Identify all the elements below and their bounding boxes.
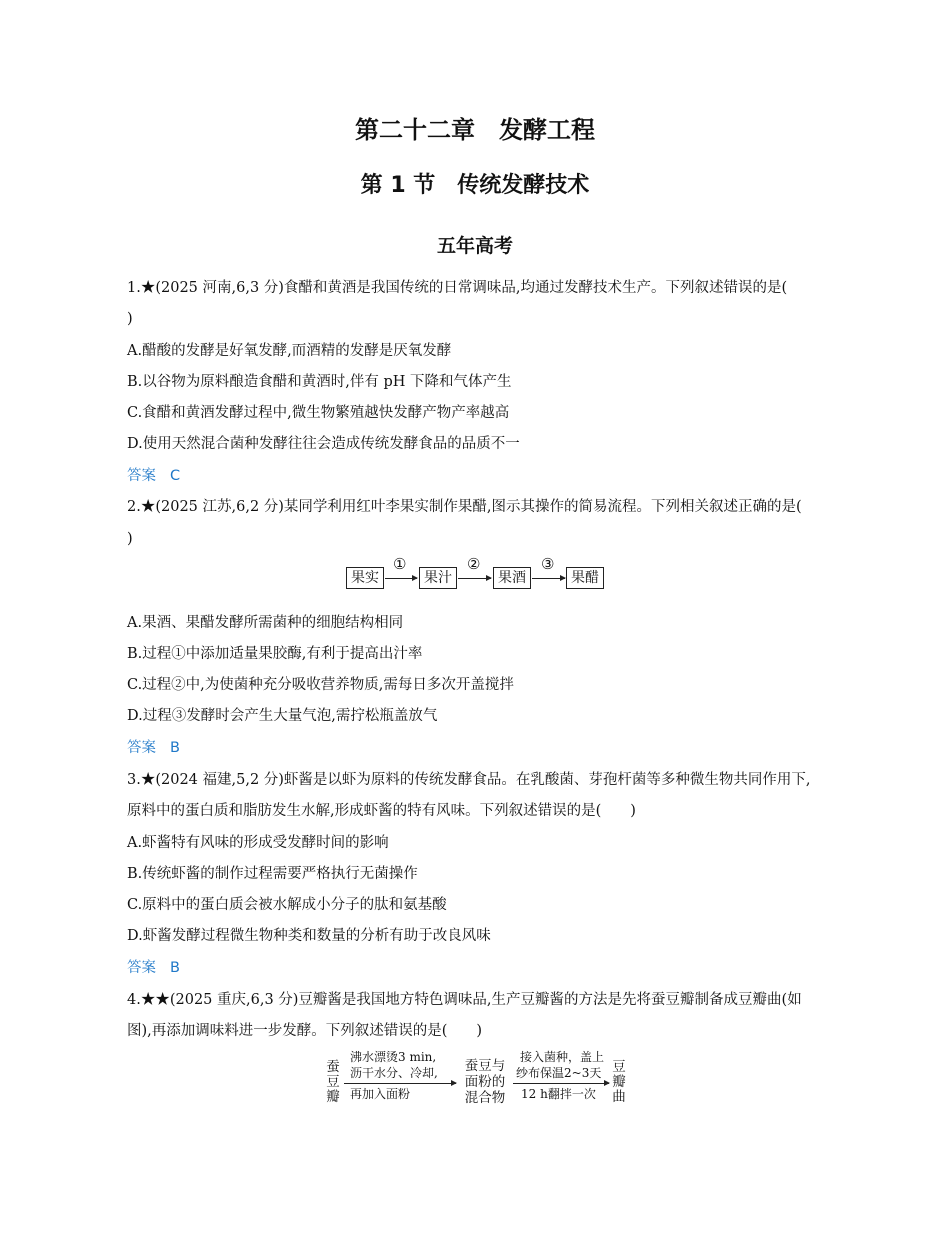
q1-option-a: A.醋酸的发酵是好氧发酵,而酒精的发酵是厌氧发酵 [127,343,452,359]
q1-stem-line2: ) [127,311,133,327]
flow-step1-above-line2: 沥干水分、冷却, [350,1066,438,1080]
flow-middle-line2: 面粉的 [464,1074,506,1090]
q4-stem-line1: 4.★★(2025 重庆,6,3 分)豆瓣酱是我国地方特色调味品,生产豆瓣酱的方法是先将蚕豆瓣制备成豆瓣曲(如 [127,992,802,1008]
q3-stem-line2: 原料中的蛋白质和脂肪发生水解,形成虾酱的特有风味。下列叙述错误的是( ) [127,803,636,819]
section-title: 第 1 节 传统发酵技术 [360,173,590,198]
flow-middle-line1: 蚕豆与 [464,1058,506,1074]
q1-option-b: B.以谷物为原料酿造食醋和黄酒时,伴有 pH 下降和气体产生 [127,374,512,390]
q1-stem-line1: 1.★(2025 河南,6,3 分)食醋和黄酒是我国传统的日常调味品,均通过发酵技术生产。下列叙述错误的是( [127,280,788,296]
flow-arrow-2 [513,1083,609,1084]
flow-node-fruit: 果实 [346,567,384,589]
flow-step-2: ② [467,555,481,573]
q3-option-b: B.传统虾酱的制作过程需要严格执行无菌操作 [127,866,418,882]
q2-option-d: D.过程③发酵时会产生大量气泡,需拧松瓶盖放气 [127,708,438,724]
flow-middle-line3: 混合物 [464,1090,506,1106]
q3-stem-line1: 3.★(2024 福建,5,2 分)虾酱是以虾为原料的传统发酵食品。在乳酸菌、芽孢杆菌等多种微生物共同作用下, [127,772,811,788]
q1-answer [127,466,180,486]
q1-option-c: C.食醋和黄酒发酵过程中,微生物繁殖越快发酵产物产率越高 [127,405,510,421]
q3-option-c: C.原料中的蛋白质会被水解成小分子的肽和氨基酸 [127,897,447,913]
answer-label: 答案 [127,468,156,484]
q1-option-d: D.使用天然混合菌种发酵往往会造成传统发酵食品的品质不一 [127,436,520,452]
flow-middle-node [460,1058,510,1106]
part-title: 五年高考 [436,235,513,257]
q2-option-a: A.果酒、果醋发酵所需菌种的细胞结构相同 [127,615,404,631]
flow-step1-below: 再加入面粉 [350,1087,411,1101]
flow-arrow-1 [344,1083,456,1084]
flow-step-3: ③ [541,555,555,573]
answer-value: B [170,740,180,756]
flow-step2-below: 12 h翻拌一次 [521,1087,596,1101]
flow-step2-above-line2: 纱布保温2~3天 [516,1066,602,1080]
flow-node-wine: 果酒 [493,567,531,589]
q3-answer [127,958,180,978]
answer-value: B [170,960,180,976]
flow-arrow-3 [532,578,565,579]
flow-arrow-2 [458,578,491,579]
answer-label: 答案 [127,740,156,756]
flow-end-node: 豆 瓣 曲 [612,1059,626,1105]
q2-answer [127,738,180,758]
flow-step2-above-line1: 接入菌种，盖上 [520,1050,605,1064]
flow-node-juice: 果汁 [419,567,457,589]
q2-stem-line1: 2.★(2025 江苏,6,2 分)某同学利用红叶李果实制作果醋,图示其操作的简易流程。下列相关叙述正确的是( [127,499,802,515]
flow-node-vinegar: 果醋 [566,567,604,589]
flow-arrow-1 [385,578,417,579]
q3-option-d: D.虾酱发酵过程微生物种类和数量的分析有助于改良风味 [127,928,491,944]
flow-start-node: 蚕 豆 瓣 [326,1059,340,1105]
flow-step1-above-line1: 沸水漂烫3 min, [350,1050,437,1064]
flow-step-1: ① [393,555,407,573]
answer-value: C [170,468,181,484]
q4-stem-line2: 图),再添加调味料进一步发酵。下列叙述错误的是( ) [127,1023,483,1039]
q2-option-c: C.过程②中,为使菌种充分吸收营养物质,需每日多次开盖搅拌 [127,677,514,693]
q2-stem-line2: ) [127,531,133,547]
chapter-title: 第二十二章 发酵工程 [355,116,595,144]
q2-option-b: B.过程①中添加适量果胶酶,有利于提高出汁率 [127,646,423,662]
answer-label: 答案 [127,960,156,976]
q3-option-a: A.虾酱特有风味的形成受发酵时间的影响 [127,835,389,851]
